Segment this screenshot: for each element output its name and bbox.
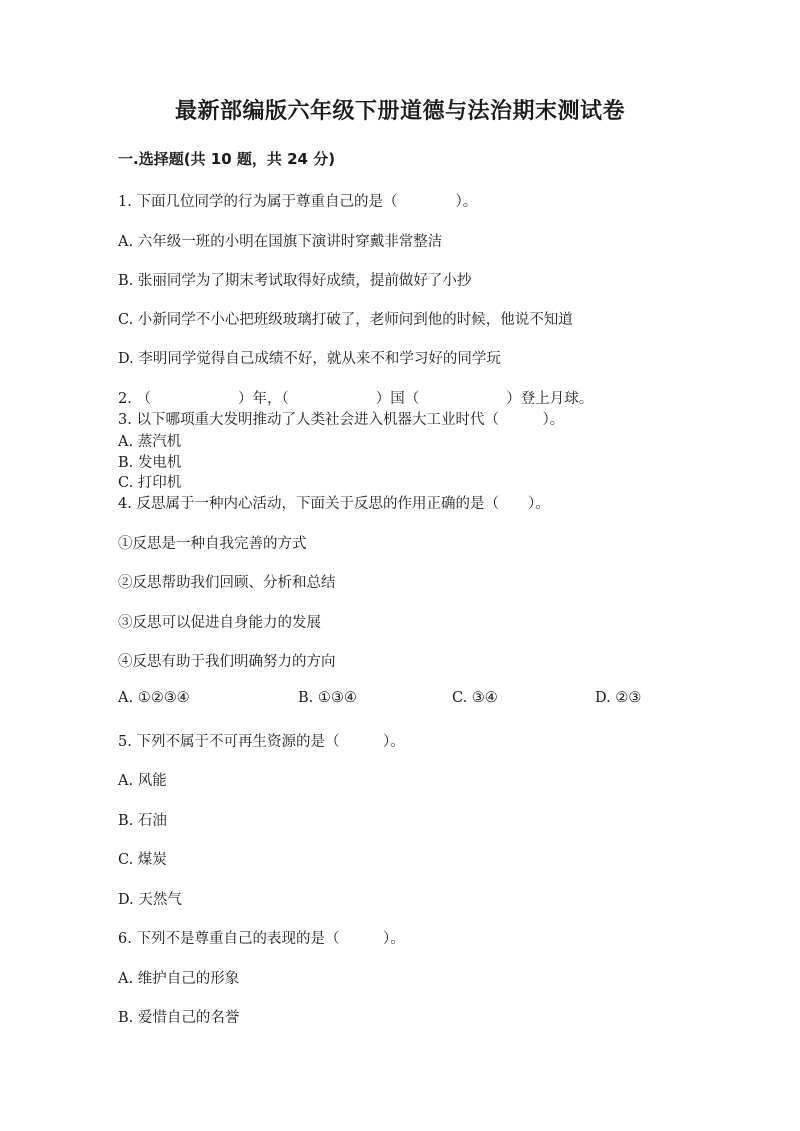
question-3-option-a: A. 蒸汽机 [118, 434, 182, 450]
question-1-option-d: D. 李明同学觉得自己成绩不好，就从来不和学习好的同学玩 [118, 351, 501, 367]
question-4-statement-3: ③反思可以促进自身能力的发展 [118, 615, 321, 631]
question-3-stem: 3. 以下哪项重大发明推动了人类社会进入机器大工业时代（ ）。 [118, 412, 565, 428]
question-1-option-a: A. 六年级一班的小明在国旗下演讲时穿戴非常整洁 [118, 234, 443, 250]
question-3-option-c: C. 打印机 [118, 475, 182, 491]
question-4-option-a: A. ①②③④ [118, 690, 190, 706]
question-4-option-b: B. ①③④ [298, 690, 357, 706]
question-4-option-d: D. ②③ [595, 690, 642, 706]
question-4-stem: 4. 反思属于一种内心活动，下面关于反思的作用正确的是（ ）。 [118, 496, 550, 512]
question-2-stem: 2. （ ）年，（ ）国（ ）登上月球。 [118, 391, 594, 407]
question-4-statement-1: ①反思是一种自我完善的方式 [118, 536, 307, 552]
question-1-option-b: B. 张丽同学为了期末考试取得好成绩，提前做好了小抄 [118, 273, 472, 289]
question-5-option-a: A. 风能 [118, 773, 167, 789]
section-heading: 一.选择题(共 10 题，共 24 分) [118, 150, 336, 168]
question-5-option-c: C. 煤炭 [118, 852, 167, 868]
question-3-option-b: B. 发电机 [118, 455, 182, 471]
question-5-stem: 5. 下列不属于不可再生资源的是（ ）。 [118, 734, 405, 750]
question-1-option-c: C. 小新同学不小心把班级玻璃打破了，老师问到他的时候，他说不知道 [118, 312, 573, 328]
question-4-statement-2: ②反思帮助我们回顾、分析和总结 [118, 575, 336, 591]
exam-title: 最新部编版六年级下册道德与法治期末测试卷 [174, 99, 625, 124]
question-6-stem: 6. 下列不是尊重自己的表现的是（ ）。 [118, 931, 405, 947]
question-1-stem: 1. 下面几位同学的行为属于尊重自己的是（ ）。 [118, 194, 478, 210]
question-5-option-d: D. 天然气 [118, 892, 182, 908]
question-4-option-c: C. ③④ [452, 690, 498, 706]
question-6-option-b: B. 爱惜自己的名誉 [118, 1010, 240, 1026]
question-6-option-a: A. 维护自己的形象 [118, 971, 240, 987]
question-4-statement-4: ④反思有助于我们明确努力的方向 [118, 654, 336, 670]
question-5-option-b: B. 石油 [118, 813, 167, 829]
